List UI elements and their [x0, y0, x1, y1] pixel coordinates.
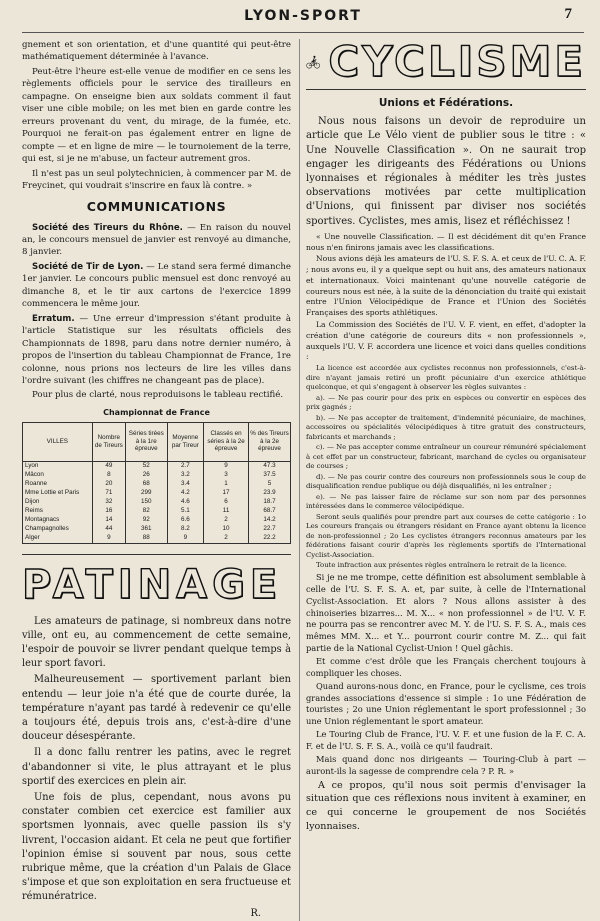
city-cell: Montagnacs — [23, 516, 93, 525]
patinage-paragraph: Il a donc fallu rentrer les patins, avec le regret d'abandonner si vite, le plus attrayant et le plus sportif des exercices en plein air. — [22, 747, 291, 787]
cyclist-icon — [306, 40, 320, 84]
patinage-signature: R. — [250, 907, 261, 919]
value-cell: 18.7 — [249, 498, 291, 507]
article-paragraph: « Une nouvelle Classification. — Il est décidément dit qu'en France nous n'en finirons jamais avec les classifications. — [306, 231, 586, 252]
value-cell: 5 — [249, 480, 291, 489]
condition-paragraph: La licence est accordée aux cyclistes reconnus non professionnels, c'est-à-dire n'ayant jamais retiré un profit pécuniaire d'un exercice athlétique quelconque, et qui s'engagent à observer les règles suivantes : — [306, 364, 586, 392]
reprinted-article — [306, 232, 586, 363]
city-cell: Roanne — [23, 480, 93, 489]
city-cell: Reims — [23, 507, 93, 516]
table-row — [23, 471, 291, 480]
value-cell: 2 — [204, 516, 249, 525]
communications-heading: COMMUNICATIONS — [86, 199, 227, 215]
patinage-banner — [22, 554, 291, 607]
shooting-text-1: gnement et son orientation, et d'une quantité qui peut-être mathématiquement déterminée à l'avance. — [22, 40, 291, 63]
value-cell: 10 — [204, 525, 249, 534]
table-row — [23, 498, 291, 507]
condition-paragraph: Seront seuls qualifiés pour prendre part aux courses de cette catégorie : 1o Les coureurs français ou étrangers résidant en France ayant obtenu la licence de non-professionnel ; 2o Les cyclistes étrangers reconnus amateurs par les fédérations faisant courir d'après les règlements sportifs de l'International Cyclist-Association. — [306, 512, 586, 559]
value-cell: 9 — [167, 534, 204, 544]
column-header: Classés en séries à la 2e épreuve — [204, 422, 249, 461]
value-cell: 23.9 — [249, 489, 291, 498]
shooting-text-3: Il n'est pas un seul polytechnicien, à commencer par M. de Freycinet, qui voudrait s'inscrire en faux là contre. » — [22, 168, 291, 191]
condition-paragraph: a). — Ne pas courir pour des prix en espèces ou convertir en espèces des prix gagnés ; — [306, 393, 586, 412]
value-cell: 47.3 — [249, 461, 291, 471]
value-cell: 3.2 — [167, 471, 204, 480]
cyclisme-intro — [306, 115, 586, 229]
column-header: Nombre de Tireurs — [92, 422, 125, 461]
table-title: Championnat de France — [103, 407, 210, 417]
page-number: 7 — [564, 6, 572, 22]
column-header: Moyenne par Tireur — [167, 422, 204, 461]
shooting-text-2: Peut-être l'heure est-elle venue de modifier en ce sens les règlements officiels pour le service des tirailleurs en campagne. On enseigne bien aux soldats comment il faut viser une cible mobile; on les met bien en garde contre les erreurs provenant du vent, du mirage, de la fumée, etc. Pourquoi ne ferait-on pas également entrer en ligne de compte — et en ligne de mire — le tournoiement de la terre, qui est, si je ne m'abuse, un facteur autrement gros. — [22, 66, 291, 165]
value-cell: 37.5 — [249, 471, 291, 480]
article-subtitle: Unions et Fédérations. — [378, 97, 514, 109]
article-paragraph: Nous avions déjà les amateurs de l'U. S. F. S. A. et ceux de l'U. C. A. F. ; nous avons eu, il y a quelque sept ou huit ans, des amateurs nationaux et internationaux. Voici maintenant qu'une nouvelle catégorie de coureurs nous est née, à la suite de la dénonciation du traité qui existait entre l'Union Vélocipédique de France et l'Union des Sociétés Françaises des sports athlétiques. — [306, 254, 586, 318]
commentary-paragraph: Et comme c'est drôle que les Français cherchent toujours à compliquer les choses. — [306, 655, 586, 678]
value-cell: 68 — [125, 480, 167, 489]
table-row — [23, 534, 291, 544]
table-header-row — [23, 422, 291, 461]
closing-text — [306, 779, 586, 834]
value-cell: 6 — [204, 498, 249, 507]
intro-paragraph: Nous nous faisons un devoir de reproduire un article que Le Vélo vient de publier sous le titre : « Une Nouvelle Classification ». On ne saurait trop engager les dirigeants des Fédérations ou Unions lyonnaises et régionales à méditer les très justes observations motivées par cette multiplication d'Unions, qui finissent par diviser nos sociétés sportives. Cyclistes, mes amis, lisez et réfléchissez ! — [306, 116, 586, 227]
value-cell: 4.2 — [167, 489, 204, 498]
communication-item: Société des Tireurs du Rhône. — En raison du nouvel an, le concours mensuel de janvier est renvoyé au dimanche, 8 janvier. — [22, 222, 291, 258]
value-cell: 14 — [92, 516, 125, 525]
value-cell: 22.2 — [249, 534, 291, 544]
city-cell: Champagnolles — [23, 525, 93, 534]
value-cell: 2 — [204, 534, 249, 544]
value-cell: 92 — [125, 516, 167, 525]
patinage-paragraph: Une fois de plus, cependant, nous avons pu constater combien cet exercice est familier aux sportsmen lyonnais, avec quelle passion ils s'y livrent, l'occasion aidant. Et cela ne peut que fortifier l'opinion émise si souvent par nous, sous cette rubrique même, que la création d'un Palais de Glace s'impose et que son exploitation en sera fructueuse et rémunératrice. — [22, 791, 291, 903]
value-cell: 3.4 — [167, 480, 204, 489]
value-cell: 68.7 — [249, 507, 291, 516]
city-cell: Alger — [23, 534, 93, 544]
license-conditions — [306, 364, 586, 571]
city-cell: Mâcon — [23, 471, 93, 480]
value-cell: 44 — [92, 525, 125, 534]
value-cell: 49 — [92, 461, 125, 471]
column-header: VILLES — [23, 422, 93, 461]
value-cell: 9 — [204, 461, 249, 471]
commentary — [306, 572, 586, 778]
value-cell: 26 — [125, 471, 167, 480]
condition-paragraph: b). — Ne pas accepter de traitement, d'indemnité pécuniaire, de machines, accessoires ou spécialités vélocipédiques à titre gratuit des constructeurs, fabricants et marchands ; — [306, 413, 586, 441]
city-cell: Dijon — [23, 498, 93, 507]
commentary-paragraph: Mais quand donc nos dirigeants — Touring-Club à part — auront-ils la sagesse de comprendre cela ? P. R. » — [306, 753, 586, 776]
value-cell: 14.2 — [249, 516, 291, 525]
patinage-article — [22, 615, 291, 921]
commentary-paragraph: Le Touring Club de France, l'U. V. F. et une fusion de la F. C. A. F. et de l'U. S. F. S. A., voilà ce qu'il faudrait. — [306, 729, 586, 751]
communication-item: Société de Tir de Lyon. — Le stand sera fermé dimanche 1er janvier. Le concours public mensuel est donc renvoyé au dimanche 8, et le tir aux cartons de l'exercice 1899 commencera le même jour. — [22, 261, 291, 310]
condition-paragraph: d). — Ne pas courir contre des coureurs non professionnels sous le coup de disqualification rendue publique ou déjà disqualifiés, ni les entraîner ; — [306, 472, 586, 491]
value-cell: 2.7 — [167, 461, 204, 471]
patinage-title: PATINAGE — [22, 561, 283, 608]
value-cell: 8.2 — [167, 525, 204, 534]
communication-item: Erratum. — Une erreur d'impression s'étant produite à l'article Statistique sur les résultats officiels des Championnats de 1898, paru dans notre dernier numéro, à propos de l'insertion du tableau Championnat de France, 1re colonne, nous prions nos lecteurs de lire les villes dans l'ordre suivant (les chiffres ne changeant pas de place). — [22, 313, 291, 386]
right-column — [299, 39, 586, 921]
value-cell: 71 — [92, 489, 125, 498]
championship-table — [22, 422, 291, 544]
patinage-paragraph: Les amateurs de patinage, si nombreux dans notre ville, ont eu, au commencement de cette semaine, l'espoir de pouvoir se livrer pendant quelque temps à leur sport favori. — [22, 615, 291, 670]
column-header: Séries tirées à la 1re épreuve — [125, 422, 167, 461]
value-cell: 9 — [92, 534, 125, 544]
cyclisme-title: CYCLISME — [328, 37, 586, 86]
value-cell: 6.6 — [167, 516, 204, 525]
table-row — [23, 461, 291, 471]
value-cell: 5.1 — [167, 507, 204, 516]
commentary-paragraph: Si je ne me trompe, cette définition est absolument semblable à celle de l'U. S. F. S. A. et, par suite, à celle de l'International Cyclist-Association. Et alors ? Nous allons assister à des chinoiseries bizarres... M. X... « non professionnel » de l'U. V. F. ne pourra pas se rencontrer avec M. Y. de l'U. S. F. S. A., mais ces mêmes MM. X... et Y... pourront courir contre M. Z... qui fait partie de la National Cyclist-Union ! Quel gâchis. — [306, 571, 586, 654]
publication-title: LYON-SPORT — [244, 8, 362, 24]
city-cell: Mme Lottie et Paris — [23, 489, 93, 498]
condition-paragraph: e). — Ne pas laisser faire de réclame sur son nom par des personnes intéressées dans le commerce vélocipédique. — [306, 492, 586, 511]
communications-closing: Pour plus de clarté, nous reproduisons le tableau rectifié. — [32, 390, 284, 401]
table-body — [23, 461, 291, 543]
patinage-paragraph: Malheureusement — sportivement parlant bien entendu — leur joie n'a été que de courte durée, la température n'ayant pas tardé à redevenir ce qu'elle a toujours été, depuis trois ans, c'est-à-dire d'une douceur désespérante. — [22, 674, 291, 743]
value-cell: 1 — [204, 480, 249, 489]
value-cell: 52 — [125, 461, 167, 471]
value-cell: 150 — [125, 498, 167, 507]
value-cell: 32 — [92, 498, 125, 507]
value-cell: 88 — [125, 534, 167, 544]
city-cell: Lyon — [23, 461, 93, 471]
value-cell: 16 — [92, 507, 125, 516]
article-paragraph: La Commission des Sociétés de l'U. V. F. vient, en effet, d'adopter la création d'une catégorie de coureurs dits « non professionnels », auxquels l'U. V. F. accordera une licence et voici dans quelles conditions : — [306, 319, 586, 362]
column-header: % des Tireurs à la 2e épreuve — [249, 422, 291, 461]
table-row — [23, 480, 291, 489]
closing-paragraph: A ce propos, qu'il nous soit permis d'envisager la situation que ces réflexions nous invitent à examiner, en ce qui concerne le groupement de nos Sociétés lyonnaises. — [306, 779, 586, 832]
value-cell: 8 — [92, 471, 125, 480]
table-row — [23, 489, 291, 498]
condition-paragraph: c). — Ne pas accepter comme entraîneur un coureur rémunéré spécialement à cet effet par un constructeur, fabricant, marchand de cycles ou organisateur de courses ; — [306, 443, 586, 471]
value-cell: 11 — [204, 507, 249, 516]
condition-paragraph: Toute infraction aux présentes règles entraînera le retrait de la licence. — [316, 561, 567, 570]
table-row — [23, 525, 291, 534]
table-row — [23, 507, 291, 516]
value-cell: 22.7 — [249, 525, 291, 534]
value-cell: 4.6 — [167, 498, 204, 507]
table-row — [23, 516, 291, 525]
left-column — [22, 39, 291, 921]
value-cell: 82 — [125, 507, 167, 516]
page-header — [22, 0, 584, 33]
commentary-paragraph: Quand aurons-nous donc, en France, pour le cyclisme, ces trois grandes associations d'essence si simple : 1o une Fédération de touristes ; 2o une Union réglementant le sport professionnel ; 3o une Union réglementant le sport amateur. — [306, 680, 586, 727]
value-cell: 361 — [125, 525, 167, 534]
value-cell: 20 — [92, 480, 125, 489]
cyclisme-banner — [306, 39, 586, 90]
value-cell: 299 — [125, 489, 167, 498]
value-cell: 17 — [204, 489, 249, 498]
value-cell: 3 — [204, 471, 249, 480]
